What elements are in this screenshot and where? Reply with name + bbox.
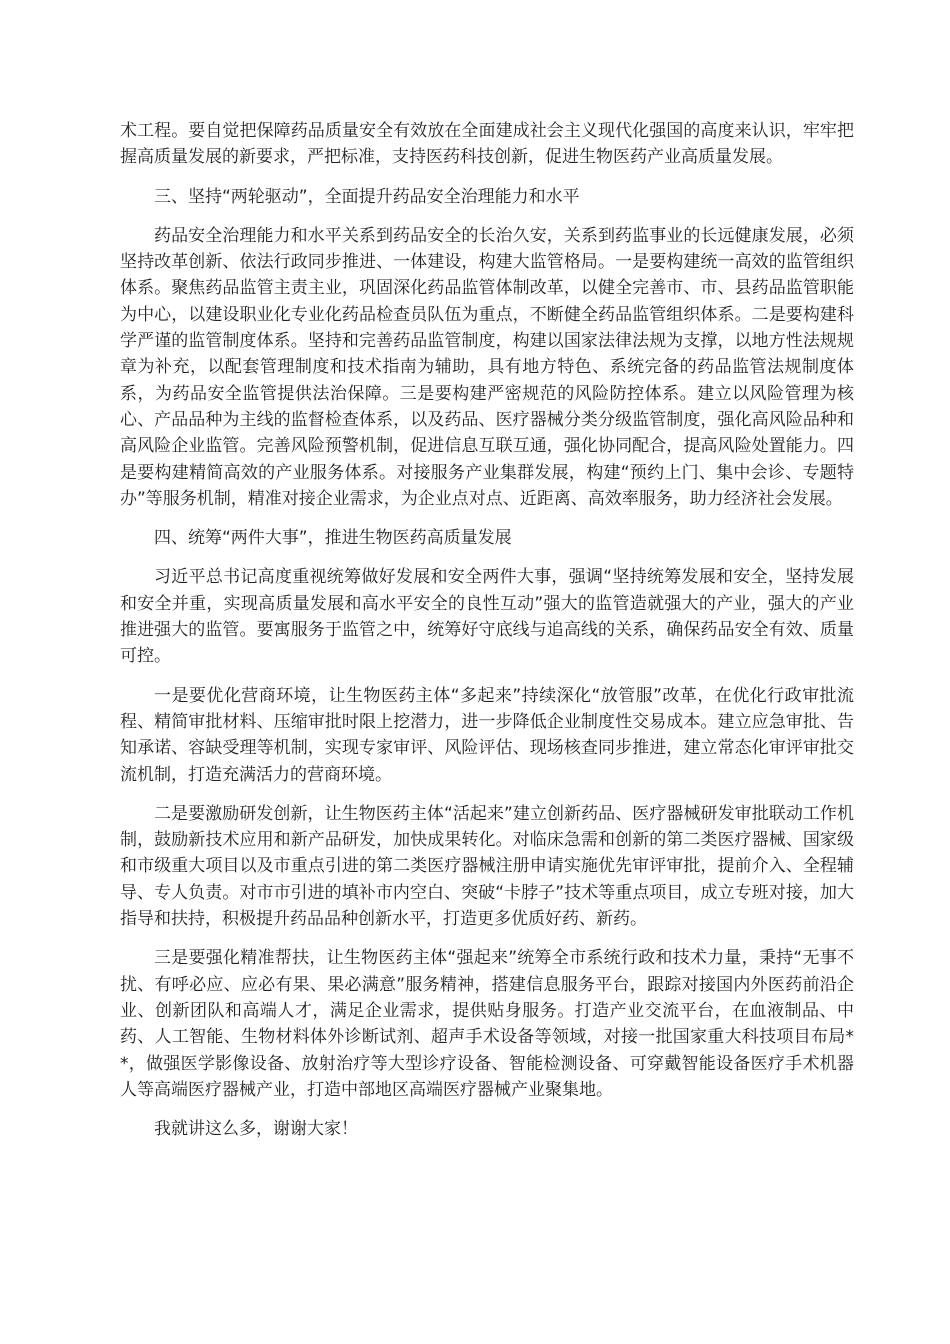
paragraph-governance: 药品安全治理能力和水平关系到药品安全的长治久安，关系到药监事业的长远健康发展，必须坚持改革创新、依法行政同步推进、一体建设，构建大监管格局。一是要构建统一高效的监管组织体系。聚焦药品监管主责主业，巩固深化药品监管体制改革，以健全完善市、市、县药品监管职能为中心，以建设职业化专业化药品检查员队伍为重点，不断健全药品监管组织体系。二是要构建科学严谨的监管制度体系。坚持和完善药品监管制度，构建以国家法律法规为支撑，以地方性法规规章为补充，以配套管理制度和技术指南为辅助，具有地方特色、系统完备的药品监管法规制度体系，为药品安全监管提供法治保障。三是要构建严密规范的风险防控体系。建立以风险管理为核心、产品品种为主线的监督检查体系，以及药品、医疗器械分类分级监管制度，强化高风险品种和高风险企业监管。完善风险预警机制，促进信息互联互通，强化协同配合，提高风险处置能力。四是要构建精简高效的产业服务体系。对接服务产业集群发展，构建“预约上门、集中会诊、专题特办”等服务机制，精准对接企业需求，为企业点对点、近距离、高效率服务，助力经济社会发展。 — [120, 225, 854, 509]
paragraph-business-environment: 一是要优化营商环境，让生物医药主体“多起来”持续深化“放管服”改革，在优化行政审批流程、精简审批材料、压缩审批时限上挖潜力，进一步降低企业制度性交易成本。建立应急审批、告知承诺、容缺受理等机制，实现专家审评、风险评估、现场核查同步推进，建立常态化审评审批交流机制，打造充满活力的营商环境。 — [120, 685, 854, 785]
section-heading-four: 四、统筹“两件大事”，推进生物医药高质量发展 — [154, 528, 512, 549]
document-page — [120, 118, 854, 1155]
paragraph-continuation: 术工程。要自觉把保障药品质量安全有效放在全面建成社会主义现代化强国的高度来认识，牢牢把握高质量发展的新要求，严把标准，支持医药科技创新，促进生物医药产业高质量发展。 — [120, 121, 854, 168]
paragraph-precise-support: 三是要强化精准帮扶，让生物医药主体“强起来”统筹全市系统行政和技术力量，秉持“无事不扰、有呼必应、应必有果、果必满意”服务精神，搭建信息服务平台，跟踪对接国内外医药前沿企业、创新团队和高端人才，满足企业需求，提供贴身服务。打造产业交流平台，在血液制品、中药、人工智能、生物材料体外诊断试剂、超声手术设备等领域，对接一批国家重大科技项目布局**，做强医学影像设备、放射治疗等大型诊疗设备、智能检测设备、可穿戴智能设备医疗手术机器人等高端医疗器械产业，打造中部地区高端医疗器械产业聚集地。 — [120, 948, 854, 1100]
paragraph-closing: 我就讲这么多，谢谢大家！ — [154, 1119, 358, 1140]
paragraph-rd-innovation: 二是要激励研发创新，让生物医药主体“活起来”建立创新药品、医疗器械研发审批联动工作机制，鼓励新技术应用和新产品研发，加快成果转化。对临床急需和创新的第二类医疗器械、国家级和市级重大项目以及市重点引进的第二类医疗器械注册申请实施优先审评审批，提前介入、全程辅导、专人负责。对市市引进的填补市内空白、突破“卡脖子”技术等重点项目，成立专班对接，加大指导和扶持，积极提升药品品种创新水平，打造更多优质好药、新药。 — [120, 803, 854, 930]
section-heading-three: 三、坚持“两轮驱动”，全面提升药品安全治理能力和水平 — [154, 186, 580, 207]
paragraph-development-security: 习近平总书记高度重视统筹做好发展和安全两件大事，强调“坚持统筹发展和安全，坚持发展和安全并重，实现高质量发展和高水平安全的良性互动”强大的监管造就强大的产业，强大的产业推进强大的监管。要寓服务于监管之中，统筹好守底线与追高线的关系，确保药品安全有效、质量可控。 — [120, 567, 854, 667]
